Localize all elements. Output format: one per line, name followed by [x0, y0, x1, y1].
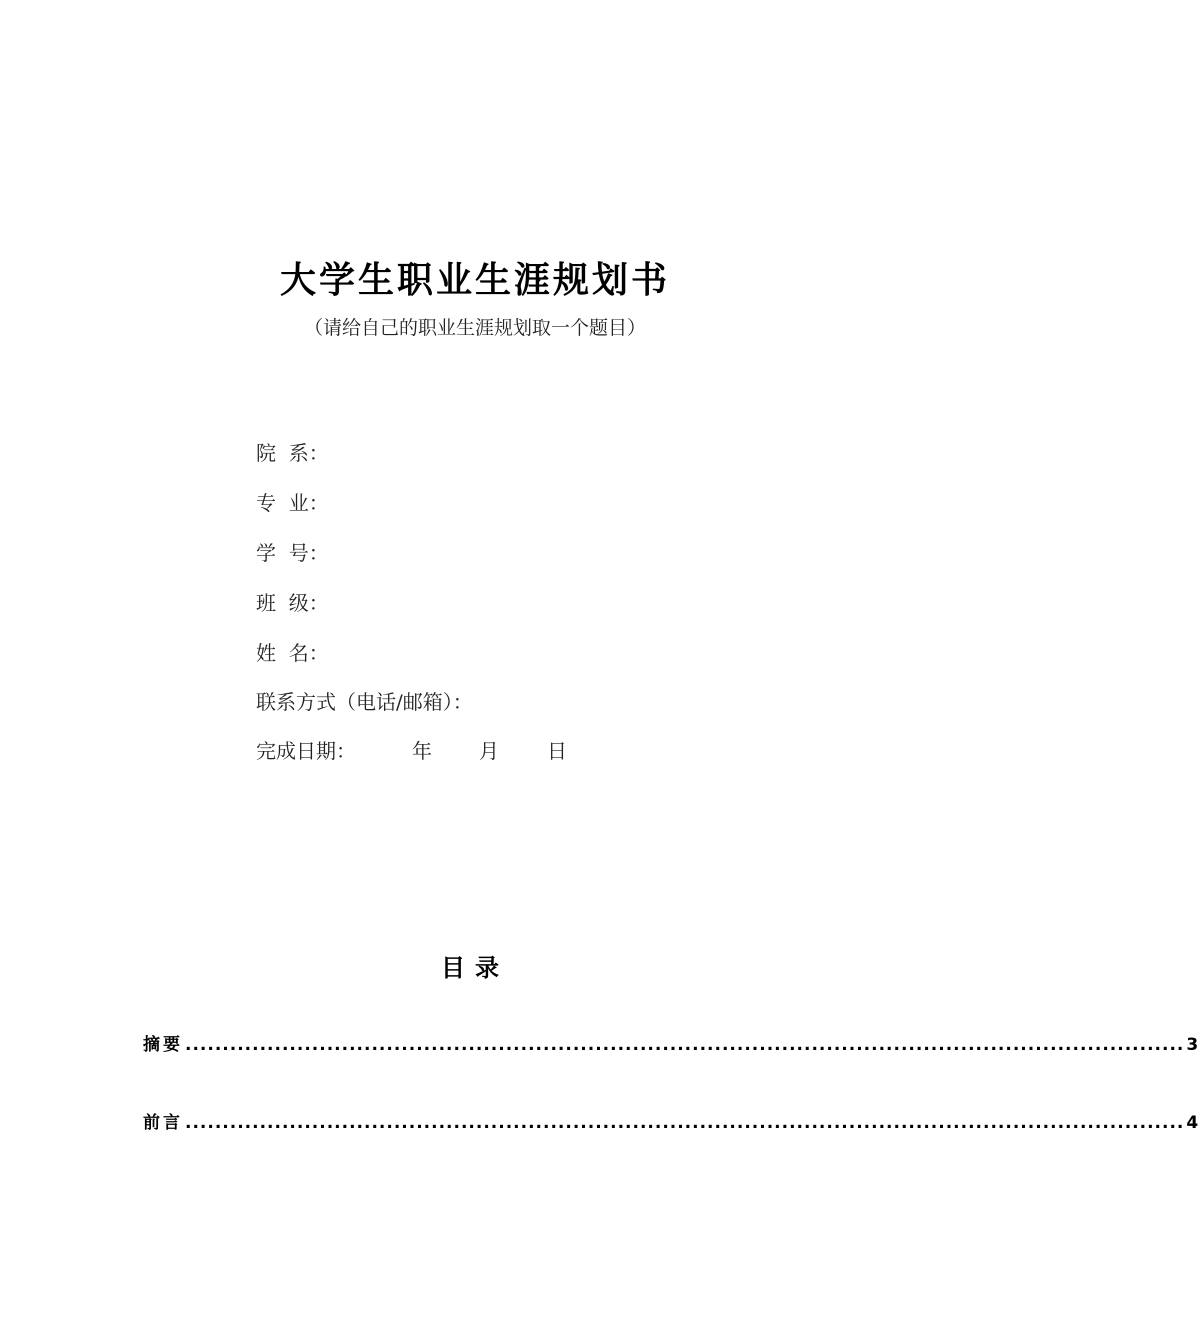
field-department: 院 系： [256, 441, 329, 465]
date-day-label: 日 [547, 739, 567, 763]
date-label: 完成日期： [256, 739, 356, 763]
date-month-label: 月 [479, 739, 499, 763]
document-subtitle: （请给自己的职业生涯规划取一个题目） [303, 317, 646, 339]
toc-entry-preface[interactable] [143, 1108, 1198, 1133]
toc-title: 目录 [441, 954, 509, 982]
field-name: 姓 名： [256, 641, 329, 665]
toc-entry-label: 前言 [143, 1113, 183, 1133]
toc-entry-page: 4 [1186, 1113, 1198, 1133]
field-class: 班 级： [256, 591, 329, 615]
field-student-id: 学 号： [256, 541, 329, 565]
toc-leader-dots: ...................................................................................................................................... [185, 1113, 1185, 1133]
field-major: 专 业： [256, 491, 329, 515]
document-title: 大学生职业生涯规划书 [279, 259, 670, 301]
toc-entry-abstract[interactable] [143, 1030, 1198, 1055]
toc-leader-dots: ...................................................................................................................................... [185, 1035, 1185, 1055]
date-year-label: 年 [412, 739, 432, 763]
toc-entry-page: 3 [1186, 1035, 1198, 1055]
toc-entry-label: 摘要 [143, 1035, 183, 1055]
field-contact: 联系方式（电话/邮箱）： [256, 690, 473, 714]
